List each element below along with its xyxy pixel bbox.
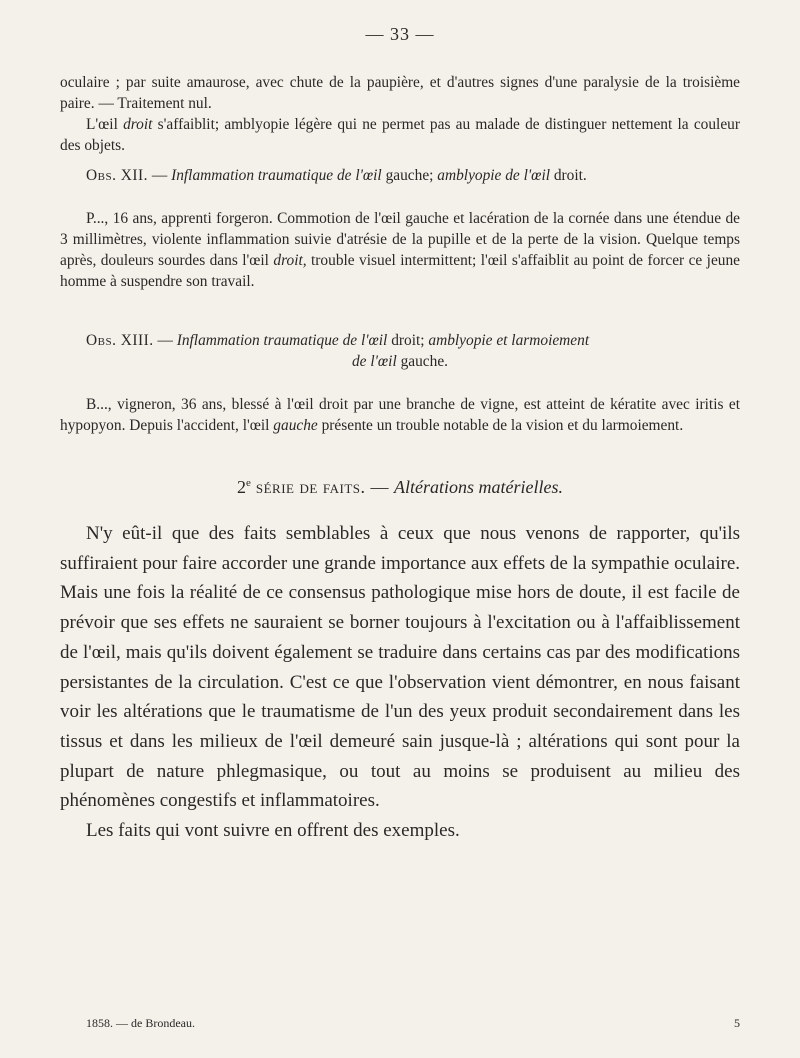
obs-label: Obs. XIII. (86, 332, 154, 349)
obs-title-italic: Inflammation traumatique de l'œil (176, 332, 388, 349)
section-title: Altérations matérielles. (394, 477, 563, 497)
section-number-suffix: e (246, 477, 251, 489)
obs-title-italic: amblyopie de l'œil (437, 167, 550, 184)
obs-title-italic: Inflammation traumatique de l'œil (171, 167, 382, 184)
section-label: série de faits. — (250, 477, 394, 497)
main-text (60, 519, 740, 846)
block-continuation (60, 72, 740, 156)
section-heading (60, 477, 740, 498)
text-run: B..., vigneron, 36 ans, blessé à l'œil droit par une branche de vigne, est atteint de kératite avec iritis et hypopyon. Depuis l'accident, l'œil (60, 396, 740, 434)
text-run: présente un trouble notable de la vision et du larmoiement. (317, 417, 684, 434)
text-run: trouble visuel intermittent; l'œil s'affaiblit au point de forcer ce jeune homme à suspendre son travail. (60, 252, 741, 290)
observation-13-title (60, 330, 740, 372)
text-italic: droit, (273, 252, 307, 269)
text-italic: droit (123, 116, 153, 133)
obs-title-text: droit; (387, 332, 429, 349)
observation-13-body (60, 394, 740, 436)
obs-title-text: gauche. (396, 353, 449, 370)
obs-title-italic: amblyopie et larmoiement (428, 332, 590, 349)
dash: — (147, 167, 172, 184)
signature-mark: 5 (734, 1016, 740, 1030)
paragraph-examples: Les faits qui vont suivre en offrent des exemples. (86, 820, 460, 842)
text-run: P..., 16 ans, apprenti forgeron. Commotion de l'œil gauche et lacération de la cornée dans une étendue de 3 millimètres, violente inflammation suivie d'atrésie de la pupille et de la perte de la vision. Quelque temps après, douleurs sourdes dans l'œil (60, 210, 740, 269)
observation-12-title (60, 165, 740, 186)
obs-title-text: droit. (550, 167, 587, 184)
paragraph-main: N'y eût-il que des faits semblables à ceux que nous venons de rapporter, qu'ils suffiraient pour faire accorder une grande importance aux effets de la sympathie oculaire. Mais une fois la réalité de ce consensus pathologique mise hors de doute, il est facile de prévoir que ses effets ne sauraient se borner toujours à l'excitation ou à l'affaiblissement de l'œil, mais qu'ils doivent également se traduire dans certains cas par des modifications persistantes de la circulation. C'est ce que l'observation vient démontrer, en nous faisant voir les altérations que le traumatisme de l'un des yeux produit secondairement dans les tissus et dans les milieux de l'œil demeuré sain jusque-là ; altérations qui sont pour la plupart de nature phlegmasique, ou tout au moins se produisent au milieu des phénomènes congestifs et inflammatoires. (60, 523, 740, 812)
page-number: — 33 — (365, 24, 435, 44)
observation-12-body (60, 208, 740, 292)
obs-label: Obs. XII. (86, 167, 148, 184)
obs-title-italic: de l'œil (351, 353, 397, 370)
page-footer (86, 1016, 740, 1031)
section-number: 2 (237, 477, 246, 497)
paragraph-oeil-droit (60, 114, 740, 156)
obs-title-text: gauche; (381, 167, 438, 184)
text-run: s'affaiblit; amblyopie légère qui ne permet pas au malade de distinguer nettement la couleur des objets. (60, 116, 740, 154)
dash: — (153, 332, 177, 349)
text-run: L'œil (86, 116, 124, 133)
footer-signature: 1858. — de Brondeau. (86, 1016, 195, 1030)
paragraph-continuation: oculaire ; par suite amaurose, avec chute de la paupière, et d'autres signes d'une paralysie de la troisième paire. — Traitement nul. (60, 74, 740, 112)
text-italic: gauche (273, 417, 318, 434)
